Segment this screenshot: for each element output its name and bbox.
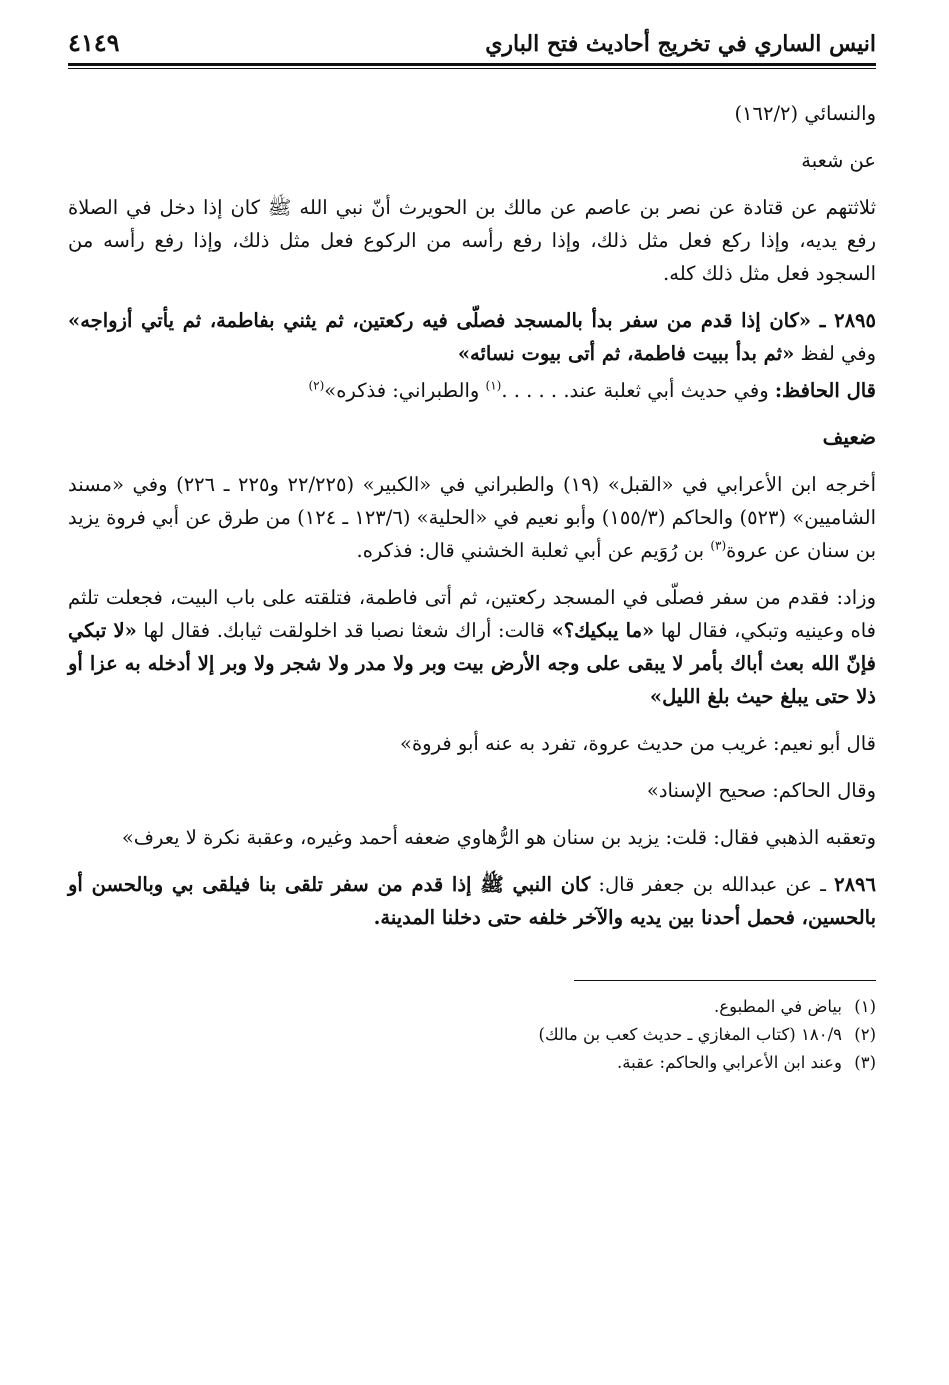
- hadith-2895-middle: وفي لفظ: [794, 342, 876, 365]
- footnote-item: [68, 993, 876, 1021]
- hafiz-text-1: وفي حديث أبي ثعلبة عند. . . . . .: [501, 379, 775, 402]
- page-header: [68, 28, 876, 61]
- footnote-text: ١٨٠/٩ (كتاب المغازي ـ حديث كعب بن مالك): [538, 1025, 842, 1044]
- zad-bold-2: «لا تبكي فإنّ الله بعث أباك بأمر لا يبقى على وجه الأرض بيت وبر ولا مدر ولا شجر ولا وبر إلا أدخله به عزا أو ذلا حتى يبلغ حيث بلغ الليل»: [68, 619, 876, 708]
- hafiz-line: [68, 374, 876, 407]
- footnote-ref-1: (١): [485, 378, 502, 393]
- paragraph-shuba: عن شعبة: [801, 149, 876, 172]
- hadith-2895-variant: «ثم بدأ ببيت فاطمة، ثم أتى بيوت نسائه»: [457, 342, 795, 365]
- paragraph-thalathatuhum: ثلاثتهم عن قتادة عن نصر بن عاصم عن مالك بن الحويرث أنّ نبي الله ﷺ كان إذا دخل في الصلاة رفع يديه، وإذا ركع فعل مثل ذلك، وإذا رفع رأسه من الركوع فعل مثل ذلك، وإذا رفع رأسه من السجود فعل مثل ذلك كله.: [68, 196, 876, 285]
- footnote-number: (٢): [854, 1025, 876, 1044]
- takhrij-text-2: بن رُوَيم عن أبي ثعلبة الخشني قال: فذكره.: [356, 539, 711, 562]
- running-title: انيس الساري في تخريج أحاديث فتح الباري: [485, 31, 876, 57]
- zad-text-2: قالت: أراك شعثا نصبا قد اخلولقت ثيابك. فقال لها: [136, 619, 552, 642]
- paragraph-nasai: والنسائي (١٦٢/٢): [734, 102, 876, 125]
- footnote-item: [68, 1021, 876, 1049]
- hakim-paragraph: وقال الحاكم: صحيح الإسناد»: [646, 779, 876, 802]
- footnote-item: [68, 1049, 876, 1077]
- dhahabi-paragraph: وتعقبه الذهبي فقال: قلت: يزيد بن سنان هو الرُّهاوي ضعفه أحمد وغيره، وعقبة نكرة لا يعرف»: [121, 826, 876, 849]
- header-rule-thin: [68, 68, 876, 69]
- hadith-2896-number: ٢٨٩٦: [834, 873, 876, 896]
- abu-nuaym-paragraph: قال أبو نعيم: غريب من حديث عروة، تفرد به عنه أبو فروة»: [400, 732, 876, 755]
- footnote-number: (٣): [854, 1053, 876, 1072]
- hadith-2895: [68, 304, 876, 370]
- zad-text-1: وزاد: فقدم من سفر فصلّى في المسجد ركعتين، ثم أتى فاطمة، فتلقته على باب البيت، فجعلت تلثم فاه وعينيه وتبكي، فقال لها: [68, 586, 876, 642]
- takhrij-text-1: أخرجه ابن الأعرابي في «القبل» (١٩) والطبراني في «الكبير» (٢٢/٢٢٥ و٢٢٥ ـ ٢٢٦) وفي «مسند الشاميين» (٥٢٣) والحاكم (١٥٥/٣) وأبو نعيم في «الحلية» (١٢٣/٦ ـ ١٢٤) من طرق عن أبي فروة يزيد بن سنان عن عروة: [68, 473, 876, 562]
- footnotes: [68, 993, 876, 1077]
- hafiz-label: قال الحافظ:: [774, 379, 876, 402]
- footnote-text: بياض في المطبوع.: [714, 997, 842, 1016]
- footnote-text: وعند ابن الأعرابي والحاكم: عقبة.: [617, 1053, 842, 1072]
- hadith-2896-text: كان النبي ﷺ إذا قدم من سفر تلقى بنا فيلقى بي وبالحسن أو بالحسين، فحمل أحدنا بين يديه والآخر خلفه حتى دخلنا المدينة.: [68, 873, 876, 929]
- hadith-2896-intro: ـ عن عبدالله بن جعفر قال:: [590, 873, 835, 896]
- zad-bold-1: «ما يبكيك؟»: [551, 619, 655, 642]
- footnote-ref-2: (٢): [308, 378, 325, 393]
- hafiz-text-2: والطبراني: فذكره»: [324, 379, 486, 402]
- hadith-2896: [68, 868, 876, 934]
- footnote-number: (١): [854, 997, 876, 1016]
- page-number: ٤١٤٩: [68, 28, 120, 57]
- footnote-ref-3: (٣): [710, 538, 727, 553]
- takhrij-paragraph: [68, 468, 876, 567]
- book-page: [68, 28, 876, 1077]
- header-rule: [68, 63, 876, 66]
- hadith-2895-text: ٢٨٩٥ ـ «كان إذا قدم من سفر بدأ بالمسجد فصلّى فيه ركعتين، ثم يثني بفاطمة، ثم يأتي أزواجه»: [68, 309, 876, 332]
- zad-paragraph: [68, 581, 876, 713]
- grade-heading: ضعيف: [822, 425, 876, 449]
- page-body: [68, 97, 876, 934]
- footnote-separator: [574, 980, 876, 981]
